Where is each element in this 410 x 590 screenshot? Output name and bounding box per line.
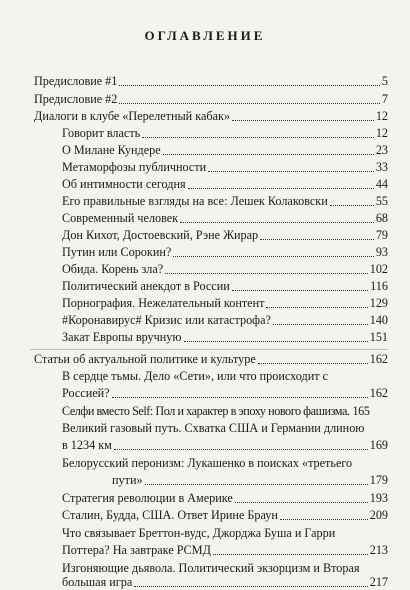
leader-dots [232, 120, 374, 121]
toc-entry-label: Изгоняющие дьявола. Политический экзорцизм и Вторая [62, 561, 360, 575]
toc-entry-label: Современный человек [62, 211, 179, 225]
toc-entry-page: 12 [375, 126, 388, 140]
toc-entry [34, 74, 388, 89]
toc-entry [34, 92, 388, 107]
toc-entry-page: 55 [375, 194, 388, 208]
leader-dots [119, 103, 380, 104]
toc-entry-page: 116 [370, 279, 388, 293]
toc-entry [62, 296, 388, 311]
toc-entry-label-cont: в 1234 км [62, 438, 112, 452]
toc-entry-label: Селфи вместо Self: Пол и характер в эпоху нового фашизма. [62, 404, 350, 418]
toc-entry-label: Стратегия революции в Америке [62, 491, 233, 505]
toc-entry-page: 68 [375, 211, 388, 225]
toc-entry-page: 209 [369, 508, 388, 522]
toc-entry-label: Предисловие #1 [34, 74, 118, 88]
leader-dots [235, 502, 368, 503]
toc-entry-label: Обида. Корень зла? [62, 262, 164, 276]
toc-entry-page: 23 [375, 143, 388, 157]
toc-entry [34, 109, 388, 124]
toc-entry-page: 7 [381, 92, 388, 106]
leader-dots [173, 256, 374, 257]
toc-entry [62, 211, 388, 226]
toc-entry-page: 12 [375, 109, 388, 123]
toc-entry [62, 177, 388, 192]
section-divider [30, 349, 388, 350]
toc-entry-label-cont: Поттера? На завтраке РСМД [62, 543, 211, 557]
toc-entry-page: 169 [369, 438, 388, 452]
toc-entry-label: Сталин, Будда, США. Ответ Ирине Браун [62, 508, 278, 522]
toc-entry [62, 194, 388, 209]
toc-entry-page: 193 [369, 491, 388, 505]
toc-entry [62, 126, 388, 141]
toc-entry-label: Путин или Сорокин? [62, 245, 172, 259]
toc-entry-label: Предисловие #2 [34, 92, 118, 106]
leader-dots [280, 519, 368, 520]
toc-entry [62, 386, 388, 401]
toc-entry-page: 93 [375, 245, 388, 259]
toc-entry-page: 217 [369, 575, 388, 589]
leader-dots [232, 290, 368, 291]
toc-entry-page: 162 [369, 386, 388, 400]
toc-entry-label: Говорит власть [62, 126, 141, 140]
toc-entry-label: Что связывает Бреттон-вудс, Джорджа Буша и Гарри [62, 526, 336, 540]
leader-dots [165, 273, 368, 274]
toc-entry-label: Статьи об актуальной политике и культуре [34, 352, 256, 366]
toc-entry-page: 129 [369, 296, 388, 310]
toc-entry-label: Закат Европы вручную [62, 330, 182, 344]
leader-dots [142, 137, 374, 138]
toc-entry-label: Метаморфозы публичности [62, 160, 207, 174]
toc-entry-page: 213 [369, 543, 388, 557]
toc-entry [62, 279, 388, 294]
toc-entry [34, 352, 388, 367]
toc-entry-label: Дон Кихот, Достоевский, Рэне Жирар [62, 228, 259, 242]
toc-entry-label: Об интимности сегодня [62, 177, 186, 191]
toc-entry [62, 160, 388, 175]
toc-entry-page: 33 [375, 160, 388, 174]
leader-dots [258, 363, 368, 364]
leader-dots [119, 85, 380, 86]
toc-entry-label-cont: большая игра [62, 575, 133, 589]
leader-dots [330, 205, 374, 206]
toc-entry-label-cont: пути» [112, 473, 143, 487]
leader-dots [208, 171, 374, 172]
leader-dots [145, 484, 368, 485]
toc-entry [62, 262, 388, 277]
toc-entry-label: Политический анекдот в России [62, 279, 230, 293]
toc-entry-label-cont: Россией? [62, 386, 110, 400]
leader-dots [163, 154, 374, 155]
toc-entry [62, 404, 388, 419]
toc-entry [62, 245, 388, 260]
leader-dots [266, 307, 367, 308]
leader-dots [134, 586, 367, 587]
toc-entry-label: #Коронавирус# Кризис или катастрофа? [62, 313, 271, 327]
toc-entry-page: 102 [369, 262, 388, 276]
leader-dots [273, 324, 368, 325]
toc-entry-page: 151 [369, 330, 388, 344]
toc-entry [62, 508, 388, 523]
toc-entry-page: 179 [369, 473, 388, 487]
toc-entry-label: Порнография. Нежелательный контент [62, 296, 265, 310]
toc-entry-page: 140 [369, 313, 388, 327]
toc-entry [62, 143, 388, 158]
toc-entry-label: Великий газовый путь. Схватка США и Германии длиною [62, 421, 365, 435]
leader-dots [112, 397, 368, 398]
leader-dots [188, 188, 374, 189]
toc-entry-label: В сердце тьмы. Дело «Сети», или что происходит с [62, 369, 329, 383]
toc-entry [62, 473, 388, 488]
toc-entry-label: Его правильные взгляды на все: Лешек Колаковски [62, 194, 328, 208]
leader-dots [184, 341, 368, 342]
toc-entry-label: О Милане Кундере [62, 143, 161, 157]
toc-entry-page: 44 [375, 177, 388, 191]
toc-entry [62, 228, 388, 243]
toc-entry [62, 438, 388, 453]
leader-dots [260, 239, 374, 240]
toc-entry-page: 165 [352, 404, 370, 418]
toc-entry [62, 330, 388, 345]
toc-entry [62, 543, 388, 558]
toc-entry-page: 162 [369, 352, 388, 366]
toc-entry-label: Белорусский перонизм: Лукашенко в поисках «третьего [62, 456, 353, 470]
toc-entry [62, 313, 388, 328]
leader-dots [213, 554, 368, 555]
toc-entry-page: 79 [375, 228, 388, 242]
toc-entry-label: Диалоги в клубе «Перелетный кабак» [34, 109, 231, 123]
leader-dots [114, 449, 368, 450]
page-title: ОГЛАВЛЕНИЕ [144, 28, 266, 43]
leader-dots [180, 222, 374, 223]
toc-entry-page: 5 [381, 74, 388, 88]
toc-entry [62, 491, 388, 506]
